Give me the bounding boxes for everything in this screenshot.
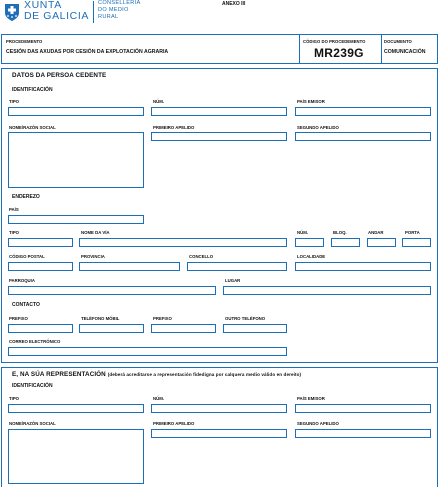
cedente-telefono-mobil-input[interactable] xyxy=(80,334,143,341)
cedente-lugar-field[interactable] xyxy=(223,286,431,295)
cedente-correo-field[interactable] xyxy=(8,347,287,356)
consellaria-line-1: CONSELLERÍA xyxy=(98,0,141,6)
consellaria-line-2: DO MEDIO xyxy=(98,7,129,13)
cedente-concello-field[interactable] xyxy=(187,262,287,271)
representacion-tipo-input[interactable] xyxy=(9,414,143,421)
logo-wordmark xyxy=(24,0,89,22)
cedente-tipo-label: TIPO xyxy=(9,99,20,104)
cedente-nome-label: NOME/RAZÓN SOCIAL xyxy=(9,125,56,130)
cedente-concello-label: CONCELLO xyxy=(189,254,214,259)
cedente-correo-input[interactable] xyxy=(9,357,286,364)
cedente-num-via-field[interactable] xyxy=(295,238,324,247)
representacion-num-input[interactable] xyxy=(152,414,286,421)
document-cell xyxy=(384,35,438,63)
representacion-tipo-label: TIPO xyxy=(9,396,20,401)
cedente-prefixo2-input[interactable] xyxy=(152,334,215,341)
cedente-prefixo-field[interactable] xyxy=(8,324,73,333)
procedure-label: PROCEDEMENTO xyxy=(6,39,43,44)
cedente-outro-telefono-field[interactable] xyxy=(223,324,287,333)
cedente-parroquia-field[interactable] xyxy=(8,286,216,295)
cedente-pais-label: PAÍS xyxy=(9,207,19,212)
representacion-segundo-apelido-field[interactable] xyxy=(295,429,431,438)
cedente-pais-emisor-label: PAÍS EMISOR xyxy=(297,99,325,104)
cedente-segundo-apelido-input[interactable] xyxy=(296,142,430,149)
cedente-nome-field[interactable] xyxy=(8,132,144,188)
cedente-nome-via-label: NOME DA VÍA xyxy=(81,230,110,235)
cedente-porta-label: PORTA xyxy=(405,230,420,235)
cedente-pais-emisor-input[interactable] xyxy=(296,117,430,124)
cedente-andar-field[interactable] xyxy=(367,238,396,247)
cedente-primeiro-apelido-input[interactable] xyxy=(152,142,286,149)
representacion-nome-label: NOME/RAZÓN SOCIAL xyxy=(9,421,56,426)
procedure-cell xyxy=(6,35,296,63)
cedente-nome-via-field[interactable] xyxy=(79,238,287,247)
annex-label: ANEXO III xyxy=(222,1,246,7)
cedente-andar-input[interactable] xyxy=(368,248,395,255)
cedente-lugar-input[interactable] xyxy=(224,296,430,303)
representacion-num-label: NÚM. xyxy=(153,396,164,401)
cedente-segundo-apelido-label: SEGUNDO APELIDO xyxy=(297,125,339,130)
cedente-tipo-via-label: TIPO xyxy=(9,230,20,235)
cedente-localidade-label: LOCALIDADE xyxy=(297,254,326,259)
procedure-box xyxy=(1,34,438,64)
cedente-provincia-input[interactable] xyxy=(80,272,179,279)
representacion-pais-emisor-label: PAÍS EMISOR xyxy=(297,396,325,401)
representacion-num-field[interactable] xyxy=(151,404,287,413)
procedure-divider xyxy=(299,35,300,63)
representacion-nome-input[interactable] xyxy=(9,430,143,483)
cedente-telefono-mobil-label: TELÉFONO MÓBIL xyxy=(81,316,120,321)
cedente-num-input[interactable] xyxy=(152,117,286,124)
representacion-tipo-field[interactable] xyxy=(8,404,144,413)
representacion-primeiro-apelido-input[interactable] xyxy=(152,439,286,446)
logo-line-2: DE GALICIA xyxy=(24,10,89,22)
representacion-pais-emisor-input[interactable] xyxy=(296,414,430,421)
section-cedente-title: DATOS DA PERSOA CEDENTE xyxy=(12,72,107,79)
cedente-contacto-title: CONTACTO xyxy=(12,302,40,308)
document-divider xyxy=(381,35,382,63)
procedure-code-label: CÓDIGO DO PROCEDEMENTO xyxy=(303,39,366,44)
cedente-porta-field[interactable] xyxy=(402,238,431,247)
section-representacion-title xyxy=(12,371,301,378)
cedente-nome-input[interactable] xyxy=(9,133,143,187)
logo-divider xyxy=(93,1,94,23)
cedente-outro-telefono-label: OUTRO TELÉFONO xyxy=(225,316,266,321)
cedente-bloq-input[interactable] xyxy=(332,248,359,255)
galicia-crest-icon xyxy=(4,2,20,22)
cedente-codigo-postal-field[interactable] xyxy=(8,262,73,271)
consellaria-name xyxy=(98,0,140,21)
cedente-localidade-input[interactable] xyxy=(296,272,430,279)
cedente-localidade-field[interactable] xyxy=(295,262,431,271)
representacion-primeiro-apelido-label: PRIMEIRO APELIDO xyxy=(153,421,195,426)
procedure-title: CESIÓN DAS AXUDAS POR CESIÓN DA EXPLOTACIÓN AGRARIA xyxy=(6,49,169,55)
procedure-code-cell xyxy=(303,35,378,63)
cedente-codigo-postal-label: CÓDIGO POSTAL xyxy=(9,254,45,259)
representacion-nome-field[interactable] xyxy=(8,429,144,484)
representacion-identificacion-title: IDENTIFICACIÓN xyxy=(12,383,53,389)
cedente-segundo-apelido-field[interactable] xyxy=(295,132,431,141)
representacion-title-text: E, NA SÚA REPRESENTACIÓN xyxy=(12,371,106,378)
cedente-tipo-field[interactable] xyxy=(8,107,144,116)
document-value: COMUNICACIÓN xyxy=(384,49,426,55)
document-label: DOCUMENTO xyxy=(384,39,412,44)
logo-line-1: XUNTA xyxy=(24,0,62,11)
cedente-bloq-field[interactable] xyxy=(331,238,360,247)
cedente-parroquia-label: PARROQUIA xyxy=(9,278,35,283)
representacion-pais-emisor-field[interactable] xyxy=(295,404,431,413)
cedente-pais-input[interactable] xyxy=(9,225,143,232)
xunta-logo xyxy=(2,0,182,26)
cedente-provincia-field[interactable] xyxy=(79,262,180,271)
cedente-bloq-label: BLOQ. xyxy=(333,230,347,235)
representacion-primeiro-apelido-field[interactable] xyxy=(151,429,287,438)
cedente-primeiro-apelido-label: PRIMEIRO APELIDO xyxy=(153,125,195,130)
procedure-code-value: MR239G xyxy=(314,46,364,60)
cedente-pais-field[interactable] xyxy=(8,215,144,224)
cedente-outro-telefono-input[interactable] xyxy=(224,334,286,341)
cedente-enderezo-title: ENDEREZO xyxy=(12,194,40,200)
cedente-porta-input[interactable] xyxy=(403,248,430,255)
cedente-prefixo2-field[interactable] xyxy=(151,324,216,333)
cedente-primeiro-apelido-field[interactable] xyxy=(151,132,287,141)
cedente-tipo-input[interactable] xyxy=(9,117,143,124)
representacion-segundo-apelido-input[interactable] xyxy=(296,439,430,446)
cedente-num-label: NÚM. xyxy=(153,99,164,104)
cedente-prefixo-label: PREFIXO xyxy=(9,316,28,321)
cedente-prefixo2-label: PREFIXO xyxy=(153,316,172,321)
representacion-note: (deberá acreditarse a representación fidedigna por calquera medio válido en dereito) xyxy=(107,372,302,377)
cedente-tipo-via-field[interactable] xyxy=(8,238,73,247)
cedente-andar-label: ANDAR xyxy=(368,230,384,235)
cedente-lugar-label: LUGAR xyxy=(225,278,241,283)
cedente-num-field[interactable] xyxy=(151,107,287,116)
representacion-segundo-apelido-label: SEGUNDO APELIDO xyxy=(297,421,339,426)
cedente-telefono-mobil-field[interactable] xyxy=(79,324,144,333)
cedente-pais-emisor-field[interactable] xyxy=(295,107,431,116)
cedente-nome-via-input[interactable] xyxy=(80,248,286,255)
cedente-num-via-label: NÚM. xyxy=(297,230,308,235)
cedente-identificacion-title: IDENTIFICACIÓN xyxy=(12,87,53,93)
cedente-provincia-label: PROVINCIA xyxy=(81,254,105,259)
cedente-correo-label: CORREO ELECTRÓNICO xyxy=(9,339,61,344)
consellaria-line-3: RURAL xyxy=(98,14,119,20)
